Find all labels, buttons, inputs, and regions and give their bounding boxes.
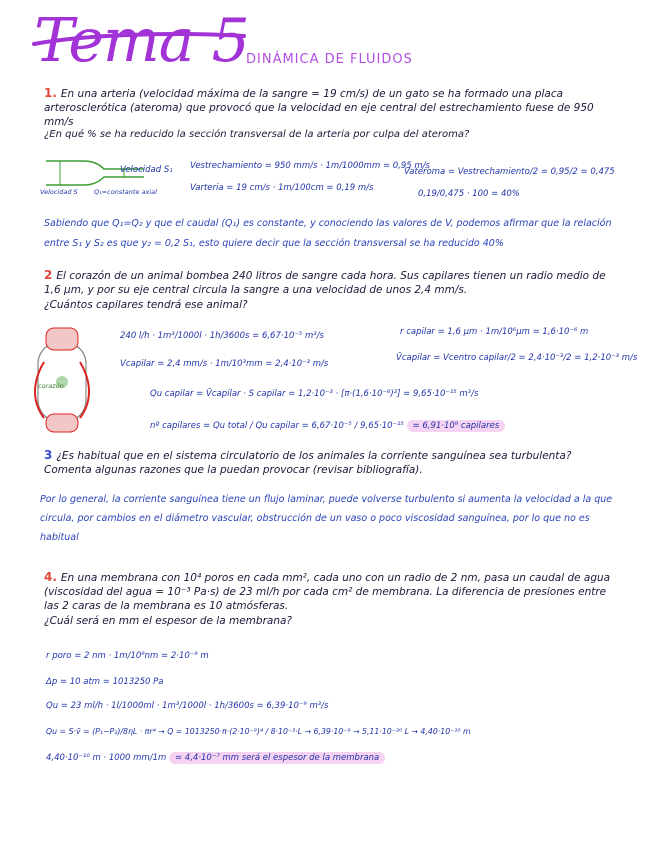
p4-calc-r: r poro = 2 nm · 1m/10⁹nm = 2·10⁻⁹ m bbox=[46, 651, 209, 661]
problem-4-question: ¿Cuál será en mm el espesor de la membrana? bbox=[44, 615, 292, 627]
p1-calc-line2: Varteria = 19 cm/s · 1m/100cm = 0,19 m/s bbox=[190, 183, 374, 193]
problem-2-text: El corazón de un animal bombea 240 litros de sangre cada hora. Sus capilares tienen un radio medio de 1,6 μm, y por su eje central circula la sangre a una velocidad de unos 2,4 mm/s. bbox=[44, 270, 606, 296]
p2-calc-n-label: nº capilares = bbox=[150, 421, 211, 431]
problem-3-text: ¿Es habitual que en el sistema circulatorio de los animales la corriente sanguínea sea turbulenta? Comenta algunas razones que la puedan provocar (revisar bibliografía). bbox=[44, 450, 572, 476]
problem-1-number: 1. bbox=[44, 86, 57, 100]
problem-3-statement bbox=[44, 448, 614, 477]
diagram-label-central: Q₁=constante axial bbox=[94, 188, 157, 196]
p2-result: = 6,91·10⁹ capilares bbox=[407, 420, 506, 432]
problem-1-conclusion: Sabiendo que Q₁=Q₂ y que el caudal (Q₁) es constante, y conociendo las valores de V, podemos afirmar que la relación entre S₁ y S₂ es que y₂ = 0,2 S₁, esto quiere decir que la sección transversal se ha reducido 40% bbox=[44, 218, 612, 249]
problem-3-answer: Por lo general, la corriente sanguínea tiene un flujo laminar, puede volverse turbulento si aumenta la velocidad a la que circula, por cambios en el diámetro vascular, obstrucción de un vaso o poco viscosidad sanguínea, por lo que no es habitual bbox=[40, 494, 613, 543]
p2-calc-vcap: Vcapilar = 2,4 mm/s · 1m/10³mm = 2,4·10⁻³ m/s bbox=[120, 359, 329, 369]
problem-3-number: 3 bbox=[44, 448, 53, 462]
p2-calc-radio: r capilar = 1,6 μm · 1m/10⁶μm = 1,6·10⁻⁶ m bbox=[400, 327, 589, 337]
p4-calc-dp: Δp = 10 atm = 1013250 Pa bbox=[46, 677, 164, 687]
diagram-label-s: Velocidad S bbox=[40, 188, 78, 196]
p1-calc-right2: 0,19/0,475 · 100 = 40% bbox=[418, 189, 520, 199]
problem-1-text: En una arteria (velocidad máxima de la sangre = 19 cm/s) de un gato se ha formado una placa arterosclerótica (ateroma) que provocó que la velocidad en eje central del estrechamiento fuese de 950 mm/s bbox=[44, 88, 594, 128]
problem-2-number: 2 bbox=[44, 268, 53, 282]
p2-calc-n bbox=[150, 420, 505, 432]
p4-calc-eq: Qu = S·v̄ = (P₁−P₂)/8ηL · πr⁴ → Q = 1013250·π·(2·10⁻⁹)⁴ / 8·10⁻³·L → 6,39·10⁻⁹ → 5,11·10⁻²⁰ L → 4,40·10⁻¹⁰ m bbox=[46, 727, 471, 736]
problem-4-number: 4. bbox=[44, 570, 57, 584]
heart-label: corazón bbox=[38, 382, 64, 390]
p4-calc-final: 4,40·10⁻¹⁰ m · 1000 mm/1m bbox=[46, 753, 167, 763]
problem-2-statement bbox=[44, 268, 614, 297]
problem-4-statement bbox=[44, 570, 614, 613]
p1-calc-line1: Vestrechamiento = 950 mm/s · 1m/1000mm = 0,95 m/s bbox=[190, 161, 430, 171]
p4-result: = 4,4·10⁻⁷ mm será el espesor de la membrana bbox=[169, 752, 385, 764]
p2-calc-vmed: V̄capilar = Vcentro capilar/2 = 2,4·10⁻³/2 = 1,2·10⁻³ m/s bbox=[396, 353, 638, 363]
p2-calc-caudal: 240 l/h · 1m³/1000l · 1h/3600s = 6,67·10⁻⁵ m³/s bbox=[120, 331, 324, 341]
problem-1-statement bbox=[44, 86, 614, 129]
problem-2-question: ¿Cuántos capilares tendrá ese animal? bbox=[44, 299, 248, 311]
page-title: Tema 5 bbox=[34, 6, 249, 76]
p4-calc-q: Qu = 23 ml/h · 1l/1000ml · 1m³/1000l · 1h/3600s = 6,39·10⁻⁹ m³/s bbox=[46, 701, 329, 711]
problem-1-question: ¿En qué % se ha reducido la sección transversal de la arteria por culpa del ateroma? bbox=[44, 129, 470, 140]
p2-calc-n-fraction: Qu total / Qu capilar = 6,67·10⁻⁵ / 9,65·10⁻¹⁵ bbox=[212, 421, 404, 431]
diagram-label-s1: Velocidad S₁ bbox=[120, 165, 173, 175]
problem-4-text: En una membrana con 10⁴ poros en cada mm², cada uno con un radio de 2 nm, pasa un caudal de agua (viscosidad del agua = 10⁻³ Pa·s) de 23 ml/h por cada cm² de membrana. La diferencia de presiones entre las 2 caras de la membrana es 10 atmósferas. bbox=[44, 572, 611, 612]
p2-calc-q: Qu capilar = V̄capilar · S capilar = 1,2·10⁻³ · [π·(1,6·10⁻⁶)²] = 9,65·10⁻¹⁵ m³/s bbox=[150, 389, 479, 399]
page-subtitle: DINÁMICA DE FLUIDOS bbox=[246, 52, 413, 67]
p1-calc-right1: Vateroma = Vestrechamiento/2 = 0,95/2 = 0,475 bbox=[404, 167, 615, 177]
title-underline-stroke bbox=[30, 30, 250, 60]
p4-calc-final-row bbox=[46, 752, 385, 764]
